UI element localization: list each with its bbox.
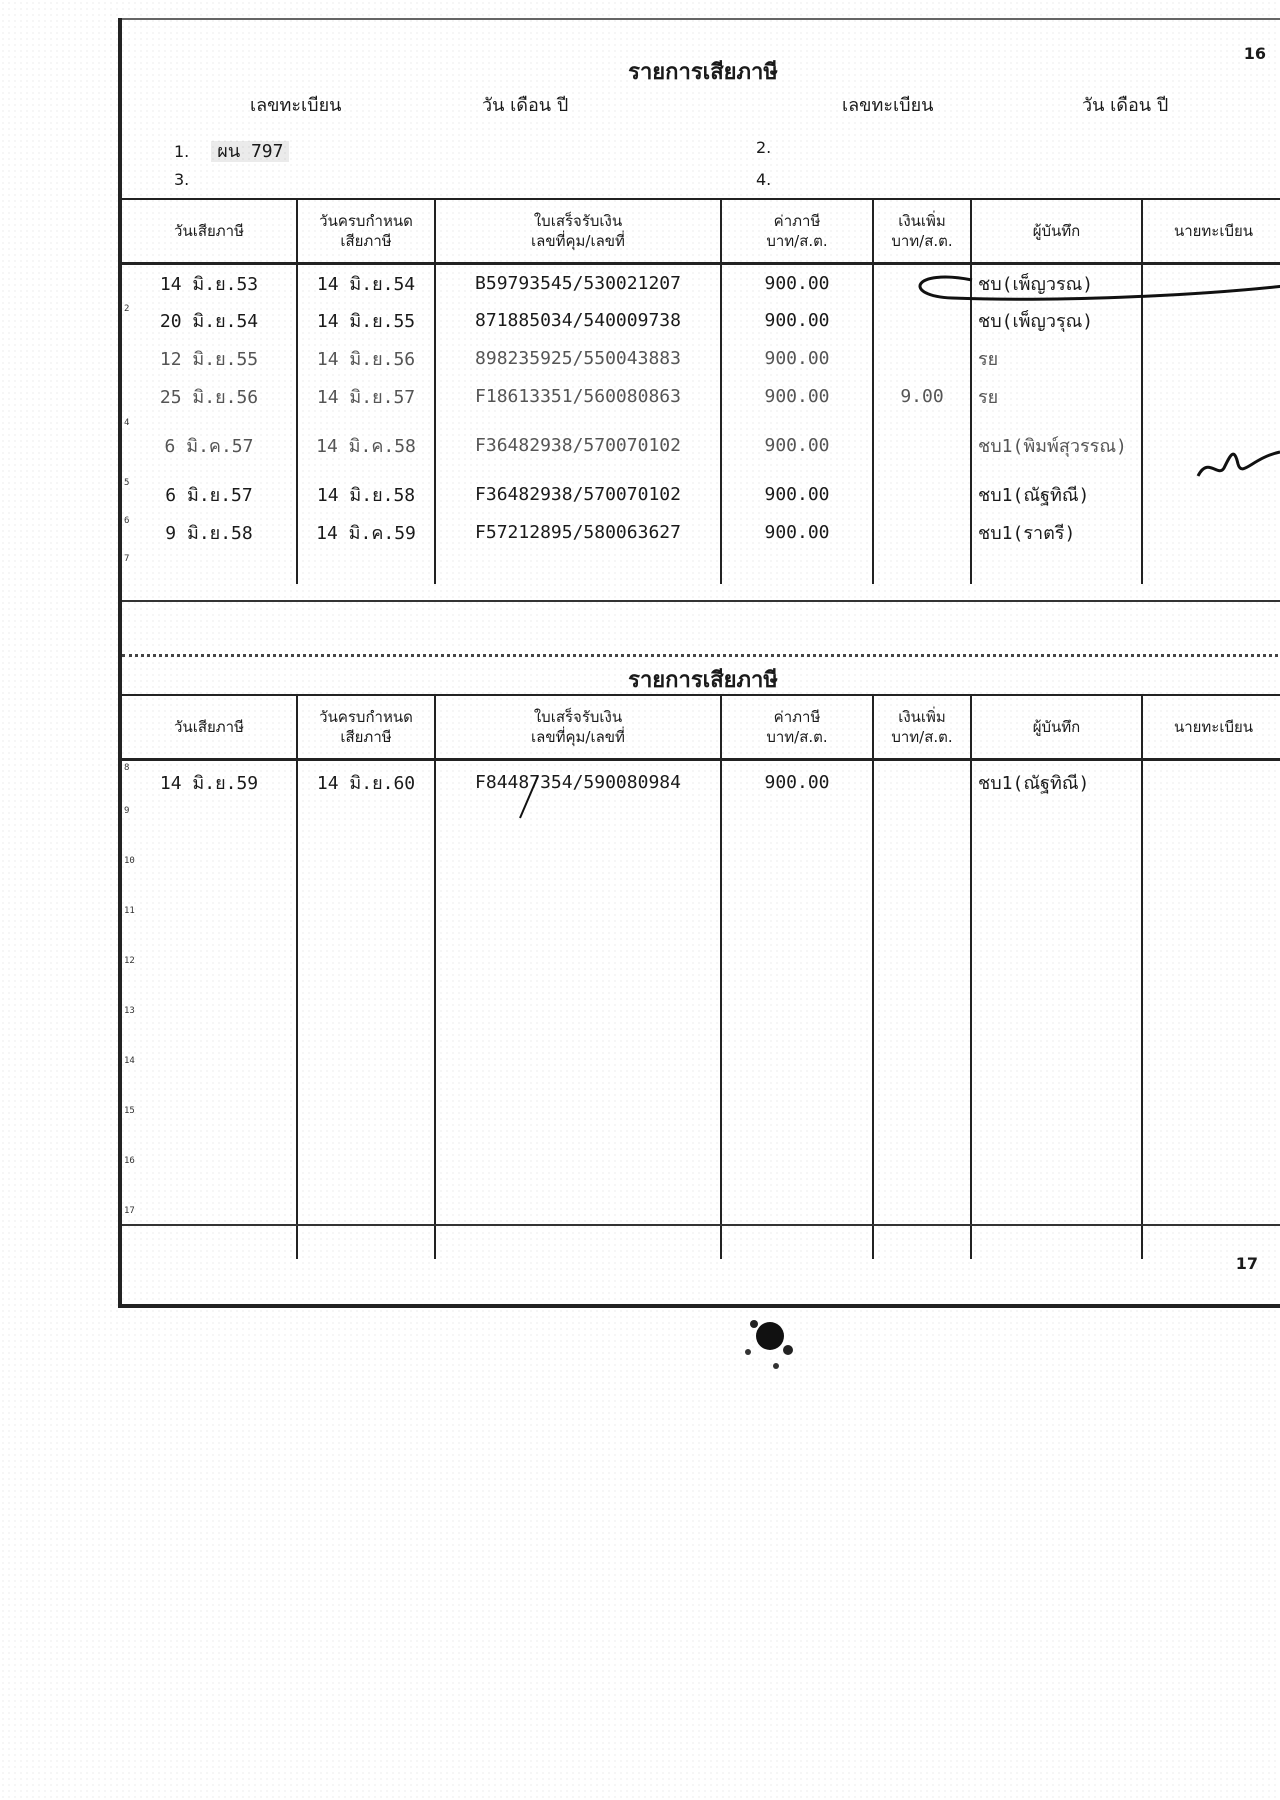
cell-paid: 14 มิ.ย.59 8 [122, 760, 297, 804]
cell-fine [873, 514, 971, 552]
cell-receipt: F57212895/580063627 [435, 514, 721, 552]
registration-3-no: 3. [174, 170, 190, 189]
table-row [122, 264, 1280, 302]
registration-3 [174, 170, 189, 189]
cell-recorder: รย [971, 340, 1142, 378]
cell-receipt [435, 552, 721, 584]
cell-recorder: รย [971, 378, 1142, 416]
table-row [122, 1004, 1280, 1054]
registration-1-value: ผน 797 [211, 141, 289, 162]
cell-recorder [971, 1004, 1142, 1054]
table-2-header-row [122, 695, 1280, 760]
cell-registrar [1142, 378, 1280, 416]
page-number-bottom: 17 [1235, 1254, 1258, 1273]
cell-paid [122, 904, 297, 954]
cell-receipt [435, 1154, 721, 1204]
cell-recorder [971, 1154, 1142, 1204]
cell-fine [873, 340, 971, 378]
cell-recorder: ชบ(เพ็ญวรุณ) [971, 302, 1142, 340]
cell-tax [721, 904, 873, 954]
table-row [122, 1204, 1280, 1259]
cell-recorder: ชบ1(ราตรี) [971, 514, 1142, 552]
cell-tax [721, 1054, 873, 1104]
cell-tax: 900.00 [721, 476, 873, 514]
cell-registrar [1142, 904, 1280, 954]
cell-recorder [971, 1054, 1142, 1104]
cell-fine [873, 954, 971, 1004]
cell-paid: 9 มิ.ย.58 6 [122, 514, 297, 552]
cell-paid [122, 1104, 297, 1154]
cell-paid [122, 1154, 297, 1204]
cell-fine [873, 1004, 971, 1054]
table-row [122, 416, 1280, 476]
table-row [122, 760, 1280, 804]
row-index: 12 [124, 955, 135, 966]
col-header-paid-date: วันเสียภาษี [122, 695, 297, 760]
cell-recorder [971, 1104, 1142, 1154]
table-row [122, 804, 1280, 854]
row-index: 11 [124, 905, 135, 916]
cell-receipt: 898235925/550043883 [435, 340, 721, 378]
cell-tax: 900.00 [721, 514, 873, 552]
cell-receipt [435, 904, 721, 954]
cell-receipt [435, 1104, 721, 1154]
cell-fine [873, 264, 971, 302]
table-row [122, 378, 1280, 416]
cell-registrar [1142, 552, 1280, 584]
perforation-line [122, 654, 1280, 657]
table-row [122, 476, 1280, 514]
cell-receipt: 871885034/540009738 [435, 302, 721, 340]
header-date-left: วัน เดือน ปี [482, 95, 569, 116]
col-header-due-date: วันครบกำหนด เสียภาษี [297, 695, 435, 760]
cell-due [297, 854, 435, 904]
cell-receipt [435, 1204, 721, 1259]
cell-recorder: ชบ1(ณัฐทิณี) [971, 760, 1142, 804]
col-header-paid-date: วันเสียภาษี [122, 199, 297, 264]
cell-recorder: ชบ1(พิมพ์สุวรรณ) [971, 416, 1142, 476]
cell-tax [721, 804, 873, 854]
cell-recorder [971, 552, 1142, 584]
cell-registrar [1142, 340, 1280, 378]
cell-fine: 9.00 [873, 378, 971, 416]
page-bottom-border [122, 1304, 1280, 1308]
cell-due: 14 มิ.ย.57 [297, 378, 435, 416]
cell-receipt [435, 1054, 721, 1104]
tax-table-2 [122, 694, 1280, 1259]
cell-due [297, 804, 435, 854]
cell-paid [122, 954, 297, 1004]
row-index: 8 [124, 763, 130, 773]
cell-tax: 900.00 [721, 264, 873, 302]
section-title-1: รายการเสียภาษี [628, 60, 778, 85]
registration-4 [756, 170, 771, 189]
cell-due: 14 มิ.ย.54 [297, 264, 435, 302]
row-index: 13 [124, 1005, 135, 1016]
table-row [122, 302, 1280, 340]
cell-receipt: F84487354/590080984 [435, 760, 721, 804]
cell-fine [873, 804, 971, 854]
cell-registrar [1142, 1154, 1280, 1204]
row-index: 4 [124, 417, 130, 428]
col-header-registrar: นายทะเบียน [1142, 695, 1280, 760]
cell-due: 14 มิ.ค.59 [297, 514, 435, 552]
registration-1-no: 1. [174, 142, 190, 161]
cell-due: 14 มิ.ย.60 [297, 760, 435, 804]
registration-1 [174, 136, 289, 165]
registration-4-no: 4. [756, 170, 772, 189]
col-header-fine: เงินเพิ่ม บาท/ส.ต. [873, 695, 971, 760]
cell-tax [721, 1154, 873, 1204]
row-index: 9 [124, 805, 130, 816]
table-row [122, 1104, 1280, 1154]
cell-registrar [1142, 854, 1280, 904]
cell-fine [873, 760, 971, 804]
cell-paid [122, 1054, 297, 1104]
tax-table-1 [122, 198, 1280, 584]
cell-tax: 900.00 [721, 416, 873, 476]
header-date-right: วัน เดือน ปี [1082, 95, 1169, 116]
cell-due [297, 1054, 435, 1104]
cell-paid: 25 มิ.ย.56 [122, 378, 297, 416]
cell-fine [873, 552, 971, 584]
tax-record-page [118, 18, 1280, 1308]
cell-recorder: ชบ1(ณัฐทิณี) [971, 476, 1142, 514]
cell-tax [721, 1004, 873, 1054]
col-header-recorder: ผู้บันทึก [971, 695, 1142, 760]
page-top-border [122, 18, 1280, 20]
cell-registrar [1142, 302, 1280, 340]
table-2-bottom-border [122, 1224, 1280, 1226]
cell-receipt: F36482938/570070102 [435, 476, 721, 514]
cell-recorder [971, 954, 1142, 1004]
row-index: 5 [124, 477, 130, 488]
cell-due [297, 552, 435, 584]
cell-registrar [1142, 514, 1280, 552]
cell-registrar [1142, 476, 1280, 514]
cell-tax [721, 854, 873, 904]
cell-paid: 6 มิ.ค.57 4 [122, 416, 297, 476]
cell-fine [873, 1204, 971, 1259]
cell-fine [873, 1154, 971, 1204]
cell-fine [873, 476, 971, 514]
cell-registrar [1142, 1004, 1280, 1054]
col-header-receipt: ใบเสร็จรับเงิน เลขที่คุม/เลขที่ [435, 695, 721, 760]
table-row [122, 514, 1280, 552]
col-header-fine: เงินเพิ่ม บาท/ส.ต. [873, 199, 971, 264]
cell-registrar [1142, 804, 1280, 854]
cell-tax [721, 1204, 873, 1259]
col-header-tax: ค่าภาษี บาท/ส.ต. [721, 199, 873, 264]
cell-paid [122, 804, 297, 854]
cell-due [297, 954, 435, 1004]
cell-paid [122, 1204, 297, 1259]
row-index: 15 [124, 1105, 135, 1116]
cell-registrar [1142, 1104, 1280, 1154]
cell-fine [873, 1104, 971, 1154]
header-reg-right: เลขทะเบียน [842, 95, 934, 116]
row-index: 16 [124, 1155, 135, 1166]
header-reg-left: เลขทะเบียน [250, 95, 342, 116]
cell-due [297, 1154, 435, 1204]
col-header-receipt: ใบเสร็จรับเงิน เลขที่คุม/เลขที่ [435, 199, 721, 264]
page-number-top: 16 [1243, 44, 1266, 63]
cell-receipt: B59793545/530021207 [435, 264, 721, 302]
cell-registrar [1142, 760, 1280, 804]
row-index: 7 [124, 553, 130, 564]
cell-recorder [971, 904, 1142, 954]
cell-tax [721, 954, 873, 1004]
cell-registrar [1142, 954, 1280, 1004]
cell-registrar [1142, 264, 1280, 302]
cell-tax: 900.00 [721, 378, 873, 416]
cell-receipt [435, 1004, 721, 1054]
cell-due: 14 มิ.ย.58 [297, 476, 435, 514]
cell-receipt [435, 804, 721, 854]
cell-recorder [971, 1204, 1142, 1259]
cell-recorder: ชบ(เพ็ญวรณ) [971, 264, 1142, 302]
cell-recorder [971, 854, 1142, 904]
cell-paid: 20 มิ.ย.54 2 [122, 302, 297, 340]
registration-2 [756, 138, 771, 157]
col-header-registrar: นายทะเบียน [1142, 199, 1280, 264]
cell-fine [873, 416, 971, 476]
cell-tax: 900.00 [721, 340, 873, 378]
cell-receipt [435, 954, 721, 1004]
table-1-bottom-border [122, 600, 1280, 602]
cell-registrar [1142, 416, 1280, 476]
cell-due [297, 1104, 435, 1154]
row-index: 10 [124, 855, 135, 866]
table-1-header-row [122, 199, 1280, 264]
cell-paid: 14 มิ.ย.53 [122, 264, 297, 302]
row-index: 6 [124, 515, 130, 526]
cell-tax: 900.00 [721, 302, 873, 340]
cell-paid: 6 มิ.ย.57 5 [122, 476, 297, 514]
cell-due: 14 มิ.ย.55 [297, 302, 435, 340]
table-row [122, 1154, 1280, 1204]
cell-fine [873, 1054, 971, 1104]
col-header-recorder: ผู้บันทึก [971, 199, 1142, 264]
cell-fine [873, 854, 971, 904]
row-index: 2 [124, 303, 130, 314]
cell-due [297, 1204, 435, 1259]
cell-due: 14 มิ.ค.58 [297, 416, 435, 476]
cell-paid [122, 854, 297, 904]
cell-tax: 900.00 [721, 760, 873, 804]
cell-registrar [1142, 1054, 1280, 1104]
cell-paid [122, 552, 297, 584]
cell-paid: 12 มิ.ย.55 [122, 340, 297, 378]
table-row [122, 1054, 1280, 1104]
col-header-tax: ค่าภาษี บาท/ส.ต. [721, 695, 873, 760]
registration-2-no: 2. [756, 138, 772, 157]
cell-receipt: F18613351/560080863 [435, 378, 721, 416]
col-header-due-date: วันครบกำหนด เสียภาษี [297, 199, 435, 264]
table-row [122, 552, 1280, 584]
row-index: 17 [124, 1205, 135, 1216]
cell-due [297, 904, 435, 954]
cell-due: 14 มิ.ย.56 [297, 340, 435, 378]
table-row [122, 904, 1280, 954]
cell-tax [721, 552, 873, 584]
cell-registrar [1142, 1204, 1280, 1259]
cell-fine [873, 302, 971, 340]
cell-fine [873, 904, 971, 954]
cell-recorder [971, 804, 1142, 854]
table-row [122, 854, 1280, 904]
cell-tax [721, 1104, 873, 1154]
cell-receipt [435, 854, 721, 904]
table-row [122, 954, 1280, 1004]
row-index: 14 [124, 1055, 135, 1066]
cell-due [297, 1004, 435, 1054]
table-row [122, 340, 1280, 378]
cell-paid [122, 1004, 297, 1054]
cell-receipt: F36482938/570070102 [435, 416, 721, 476]
section-title-2: รายการเสียภาษี [628, 668, 778, 693]
